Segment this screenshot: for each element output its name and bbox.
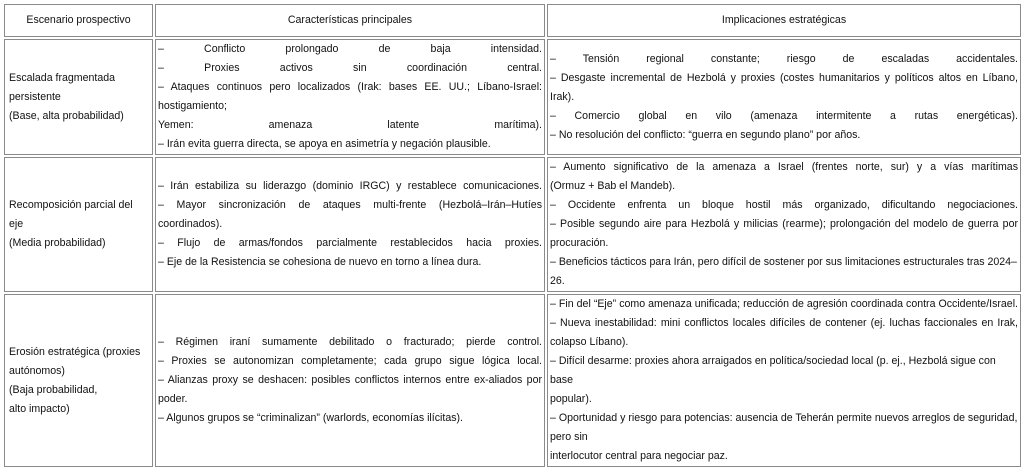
scenario-line: persistente: [9, 90, 61, 103]
implications-cell: [547, 294, 1021, 467]
implication-line: – Aumento significativo de la amenaza a Israel (frentes norte, sur) y a vías marítimas: [550, 161, 1018, 173]
characteristics-cell: [155, 294, 545, 467]
scenario-line: (Media probabilidad): [9, 237, 106, 249]
scenario-line: Recomposición parcial del eje: [9, 199, 133, 230]
scenario-table: [2, 2, 1023, 469]
implication-line: – Nueva inestabilidad: mini conflictos locales difíciles de contener (ej. luchas faccionales en Irak,: [550, 317, 1018, 329]
implications-cell: [547, 157, 1021, 292]
scenario-cell: [4, 294, 153, 467]
characteristics-cell: [155, 39, 545, 155]
scenario-line: (Baja probabilidad,: [9, 383, 98, 396]
table-header-row: [4, 4, 1021, 37]
characteristic-line: – Régimen iraní sumamente debilitado o fracturado; pierde control.: [158, 336, 542, 348]
implication-line: – Occidente enfrenta un bloque hostil más organizado, dificultando negociaciones.: [550, 199, 1018, 211]
implication-line: interlocutor central para negociar paz.: [550, 450, 728, 462]
implication-line: – Oportunidad y riesgo para potencias: ausencia de Teherán permite nuevos arreglos de seguridad, pero sin: [550, 412, 1018, 443]
header-implications: Implicaciones estratégicas: [547, 4, 1021, 37]
implication-line: – Beneficios tácticos para Irán, pero difícil de sostener por sus limitaciones estructurales tras 2024–26.: [550, 256, 1017, 287]
characteristic-line: – Eje de la Resistencia se cohesiona de nuevo en torno a línea dura.: [158, 256, 482, 268]
scenario-line: Escalada fragmentada: [9, 71, 116, 84]
scenario-table-container: [2, 2, 1021, 462]
characteristic-line: – Algunos grupos se “criminalizan” (warlords, economías ilícitas).: [158, 412, 463, 424]
scenario-cell: [4, 157, 153, 292]
characteristic-line: – Proxies activos sin coordinación central.: [158, 62, 542, 74]
scenario-line: alto impacto): [9, 402, 70, 415]
characteristic-line: – Irán estabiliza su liderazgo (dominio IRGC) y restablece comunicaciones.: [158, 180, 542, 192]
characteristic-line: – Mayor sincronización de ataques multi-frente (Hezbolá–Irán–Hutíes coordinados).: [158, 199, 542, 230]
characteristic-line: – Ataques continuos pero localizados (Irak: bases EE. UU.; Líbano-Israel: hostigamiento;: [158, 81, 542, 112]
implication-line: – Comercio global en vilo (amenaza intermitente a rutas energéticas).: [550, 109, 1018, 122]
implication-line: – Posible segundo aire para Hezbolá y milicias (rearme); prolongación del modelo de guerra por: [550, 218, 1018, 230]
characteristic-line: – Conflicto prolongado de baja intensidad.: [158, 43, 542, 55]
table-row: [4, 294, 1021, 467]
implication-line: colapso Líbano).: [550, 336, 629, 348]
implication-line: – Difícil desarme: proxies ahora arraigados en política/sociedad local (p. ej., Hezbolá sigue con base: [550, 355, 996, 386]
header-characteristics: Características principales: [155, 4, 545, 37]
implication-line: – No resolución del conflicto: “guerra en segundo plano” por años.: [550, 128, 861, 141]
implication-line: popular).: [550, 393, 592, 405]
characteristic-line: – Alianzas proxy se deshacen: posibles conflictos internos entre ex-aliados por poder.: [158, 374, 542, 405]
implication-line: – Desgaste incremental de Hezbolá y proxies (costes humanitarios y políticos altos en Líbano, Irak).: [550, 71, 1018, 103]
characteristic-line: – Flujo de armas/fondos parcialmente restablecidos hacia proxies.: [158, 237, 542, 249]
characteristic-line: – Proxies se autonomizan completamente; cada grupo sigue lógica local.: [158, 355, 542, 367]
characteristics-cell: [155, 157, 545, 292]
implication-line: procuración.: [550, 237, 609, 249]
implication-line: (Ormuz + Bab el Mandeb).: [550, 180, 676, 192]
characteristic-line: – Irán evita guerra directa, se apoya en asimetría y negación plausible.: [158, 138, 491, 150]
header-scenario: Escenario prospectivo: [4, 4, 153, 37]
implications-cell: [547, 39, 1021, 155]
characteristic-line: Yemen: amenaza latente marítima).: [158, 119, 542, 131]
scenario-line: (Base, alta probabilidad): [9, 109, 124, 122]
scenario-line: autónomos): [9, 364, 65, 377]
table-row: [4, 39, 1021, 155]
table-row: [4, 157, 1021, 292]
implication-line: – Tensión regional constante; riesgo de escaladas accidentales.: [550, 52, 1018, 65]
scenario-cell: [4, 39, 153, 155]
implication-line: – Fin del “Eje” como amenaza unificada; reducción de agresión coordinada contra Occidente/Israel.: [550, 298, 1018, 310]
scenario-line: Erosión estratégica (proxies: [9, 345, 141, 358]
